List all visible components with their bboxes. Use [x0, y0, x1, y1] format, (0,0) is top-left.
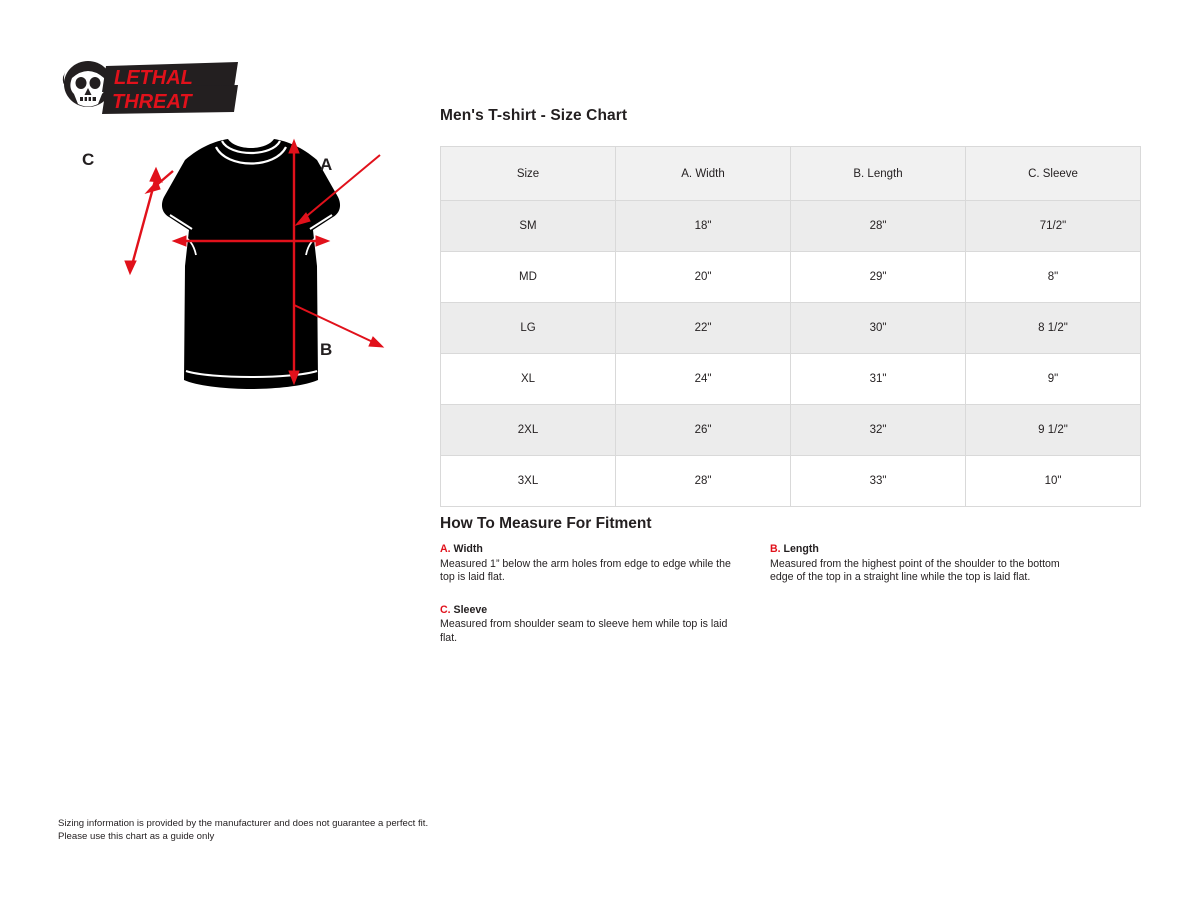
cell-length: 30" — [791, 303, 966, 354]
cell-width: 18" — [616, 201, 791, 252]
table-row — [441, 252, 1141, 303]
howto-text-length: Measured from the highest point of the shoulder to the bottom edge of the top in a straight line while the top is laid flat. — [770, 557, 1060, 583]
howto-item-length — [770, 543, 1060, 585]
cell-size: MD — [441, 252, 616, 303]
howto-title: How To Measure For Fitment — [440, 515, 652, 532]
column-header-width: A. Width — [616, 147, 791, 201]
column-header-size: Size — [441, 147, 616, 201]
cell-length: 28" — [791, 201, 966, 252]
howto-name-width: Width — [453, 543, 483, 555]
cell-sleeve: 9" — [966, 354, 1141, 405]
footnote — [58, 817, 428, 843]
howto-letter-c: C. — [440, 603, 451, 616]
cell-size: LG — [441, 303, 616, 354]
footnote-line-1: Sizing information is provided by the manufacturer and does not guarantee a perfect fit. — [58, 818, 429, 829]
cell-sleeve: 9 1/2" — [966, 405, 1141, 456]
table-row — [441, 354, 1141, 405]
howto-column-right — [770, 543, 1060, 599]
cell-width: 24" — [616, 354, 791, 405]
howto-column-left — [440, 543, 740, 659]
callout-a: A — [320, 155, 333, 174]
cell-sleeve: 8 1/2" — [966, 303, 1141, 354]
tshirt-diagram — [70, 135, 420, 400]
table-row — [441, 201, 1141, 252]
cell-size: 3XL — [441, 456, 616, 507]
cell-width: 22" — [616, 303, 791, 354]
cell-length: 32" — [791, 405, 966, 456]
tshirt-illustration-icon — [70, 135, 420, 400]
brand-logo — [62, 58, 242, 120]
logo-line2: THREAT — [112, 91, 192, 113]
cell-size: XL — [441, 354, 616, 405]
table-row — [441, 456, 1141, 507]
howto-name-length: Length — [783, 543, 819, 555]
footnote-line-2: Please use this chart as a guide only — [58, 831, 215, 842]
table-header-row — [441, 147, 1141, 201]
callout-b: B — [320, 340, 333, 359]
tshirt-shape — [162, 139, 340, 389]
lethal-threat-logo-icon — [62, 58, 242, 120]
table-row — [441, 303, 1141, 354]
cell-width: 26" — [616, 405, 791, 456]
cell-sleeve: 8" — [966, 252, 1141, 303]
cell-length: 31" — [791, 354, 966, 405]
howto-item-sleeve — [440, 604, 740, 646]
page-title: Men's T-shirt - Size Chart — [440, 107, 628, 124]
howto-letter-b: B. — [770, 543, 781, 555]
howto-letter-a: A. — [440, 543, 451, 555]
cell-width: 28" — [616, 456, 791, 507]
cell-sleeve: 10" — [966, 456, 1141, 507]
howto-text-sleeve: Measured from shoulder seam to sleeve hem while top is laid flat. — [440, 618, 728, 644]
logo-line1: LETHAL — [114, 67, 193, 89]
cell-size: 2XL — [441, 405, 616, 456]
howto-text-width: Measured 1” below the arm holes from edge to edge while the top is laid flat. — [440, 557, 731, 583]
callout-c: C — [82, 150, 95, 169]
howto-item-width — [440, 543, 740, 585]
column-header-length: B. Length — [791, 147, 966, 201]
cell-length: 29" — [791, 252, 966, 303]
cell-width: 20" — [616, 252, 791, 303]
size-chart-table — [440, 146, 1141, 507]
table-row — [441, 405, 1141, 456]
column-header-sleeve: C. Sleeve — [966, 147, 1141, 201]
logo-wordmark — [102, 62, 238, 114]
cell-size: SM — [441, 201, 616, 252]
cell-length: 33" — [791, 456, 966, 507]
howto-name-sleeve: Sleeve — [453, 603, 488, 616]
cell-sleeve: 71/2" — [966, 201, 1141, 252]
